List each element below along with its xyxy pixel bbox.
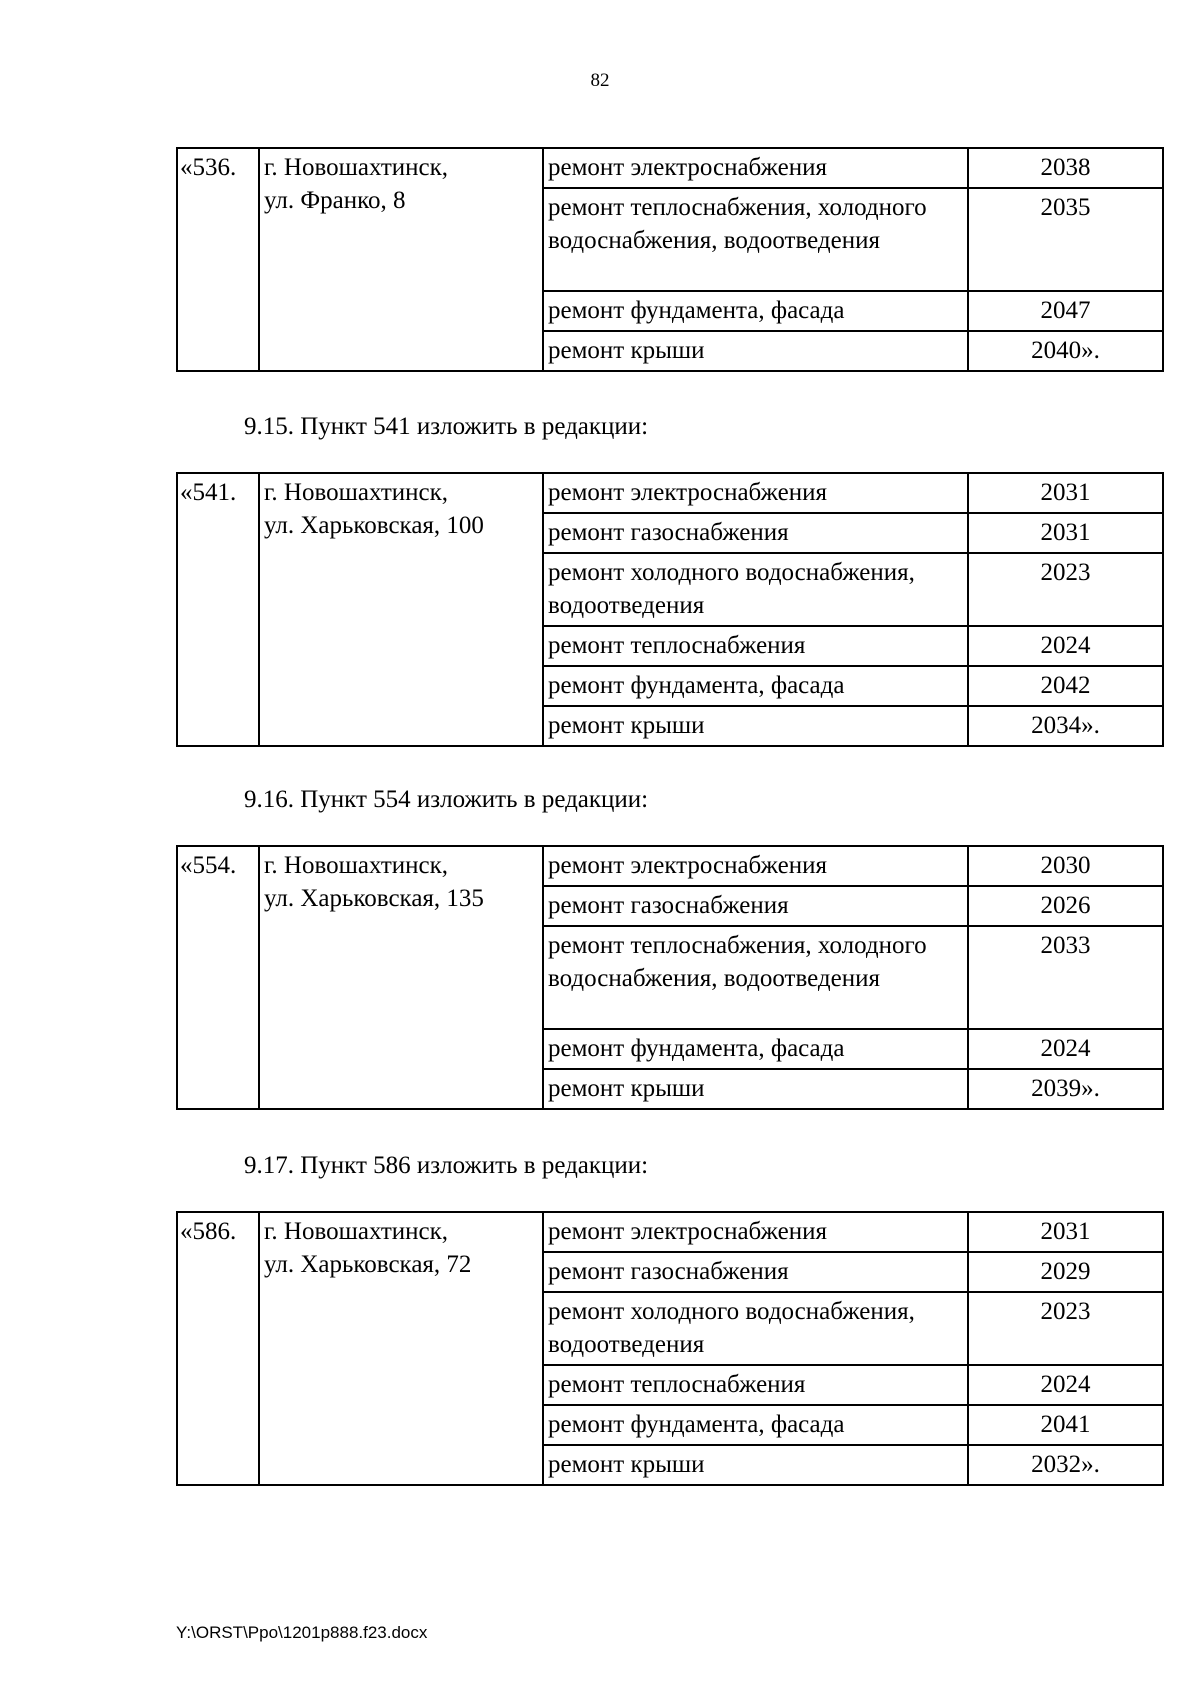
item-address — [259, 148, 543, 371]
work-year: 2034». — [968, 706, 1163, 746]
item-address — [259, 1212, 543, 1485]
work-type: ремонт крыши — [543, 706, 968, 746]
work-year: 2033 — [968, 926, 1163, 1029]
address-street: ул. Франко, 8 — [264, 187, 406, 214]
work-type: ремонт фундамента, фасада — [543, 1405, 968, 1445]
work-type: ремонт фундамента, фасада — [543, 666, 968, 706]
address-city: г. Новошахтинск, — [264, 154, 449, 181]
address-street: ул. Харьковская, 135 — [264, 885, 484, 912]
table-item-536 — [176, 147, 1154, 372]
repair-table — [176, 1211, 1164, 1486]
work-type: ремонт крыши — [543, 331, 968, 371]
table-item-541 — [176, 472, 1154, 747]
repair-table — [176, 147, 1164, 372]
item-number: «541. — [177, 473, 259, 746]
work-year: 2039». — [968, 1069, 1163, 1109]
table-row — [177, 846, 1163, 886]
paragraph-9-16: 9.16. Пункт 554 изложить в редакции: — [244, 786, 649, 813]
address-street: ул. Харьковская, 72 — [264, 1251, 472, 1278]
repair-table — [176, 472, 1164, 747]
work-type: ремонт крыши — [543, 1445, 968, 1485]
item-number: «554. — [177, 846, 259, 1109]
work-type: ремонт электроснабжения — [543, 473, 968, 513]
work-type: ремонт фундамента, фасада — [543, 291, 968, 331]
item-number: «586. — [177, 1212, 259, 1485]
work-type: ремонт крыши — [543, 1069, 968, 1109]
address-city: г. Новошахтинск, — [264, 479, 449, 506]
work-year: 2024 — [968, 1365, 1163, 1405]
address-street: ул. Харьковская, 100 — [264, 512, 484, 539]
item-address — [259, 473, 543, 746]
work-type: ремонт теплоснабжения, холодного водоснабжения, водоотведения — [543, 188, 968, 291]
paragraph-9-15: 9.15. Пункт 541 изложить в редакции: — [244, 413, 649, 440]
work-type: ремонт теплоснабжения — [543, 626, 968, 666]
work-type: ремонт газоснабжения — [543, 1252, 968, 1292]
work-year: 2029 — [968, 1252, 1163, 1292]
work-year: 2035 — [968, 188, 1163, 291]
work-year: 2041 — [968, 1405, 1163, 1445]
item-number: «536. — [177, 148, 259, 371]
footer-file-path: Y:\ORST\Ppo\1201p888.f23.docx — [176, 1623, 428, 1642]
work-year: 2030 — [968, 846, 1163, 886]
work-year: 2024 — [968, 626, 1163, 666]
work-type: ремонт холодного водоснабжения, водоотведения — [543, 553, 968, 626]
work-year: 2042 — [968, 666, 1163, 706]
work-year: 2040». — [968, 331, 1163, 371]
table-row — [177, 1212, 1163, 1252]
work-type: ремонт фундамента, фасада — [543, 1029, 968, 1069]
work-type: ремонт электроснабжения — [543, 148, 968, 188]
work-year: 2047 — [968, 291, 1163, 331]
work-type: ремонт газоснабжения — [543, 513, 968, 553]
work-year: 2024 — [968, 1029, 1163, 1069]
work-type: ремонт теплоснабжения — [543, 1365, 968, 1405]
work-year: 2031 — [968, 473, 1163, 513]
work-year: 2026 — [968, 886, 1163, 926]
repair-table — [176, 845, 1164, 1110]
work-year: 2031 — [968, 513, 1163, 553]
work-year: 2023 — [968, 553, 1163, 626]
work-type: ремонт электроснабжения — [543, 1212, 968, 1252]
work-type: ремонт холодного водоснабжения, водоотведения — [543, 1292, 968, 1365]
table-item-554 — [176, 845, 1154, 1110]
work-type: ремонт электроснабжения — [543, 846, 968, 886]
page-number: 82 — [590, 70, 610, 91]
table-row — [177, 148, 1163, 188]
work-year: 2038 — [968, 148, 1163, 188]
item-address — [259, 846, 543, 1109]
work-type: ремонт газоснабжения — [543, 886, 968, 926]
work-type: ремонт теплоснабжения, холодного водоснабжения, водоотведения — [543, 926, 968, 1029]
work-year: 2023 — [968, 1292, 1163, 1365]
address-city: г. Новошахтинск, — [264, 1218, 449, 1245]
paragraph-9-17: 9.17. Пункт 586 изложить в редакции: — [244, 1152, 649, 1179]
table-row — [177, 473, 1163, 513]
table-item-586 — [176, 1211, 1154, 1486]
work-year: 2032». — [968, 1445, 1163, 1485]
address-city: г. Новошахтинск, — [264, 852, 449, 879]
work-year: 2031 — [968, 1212, 1163, 1252]
